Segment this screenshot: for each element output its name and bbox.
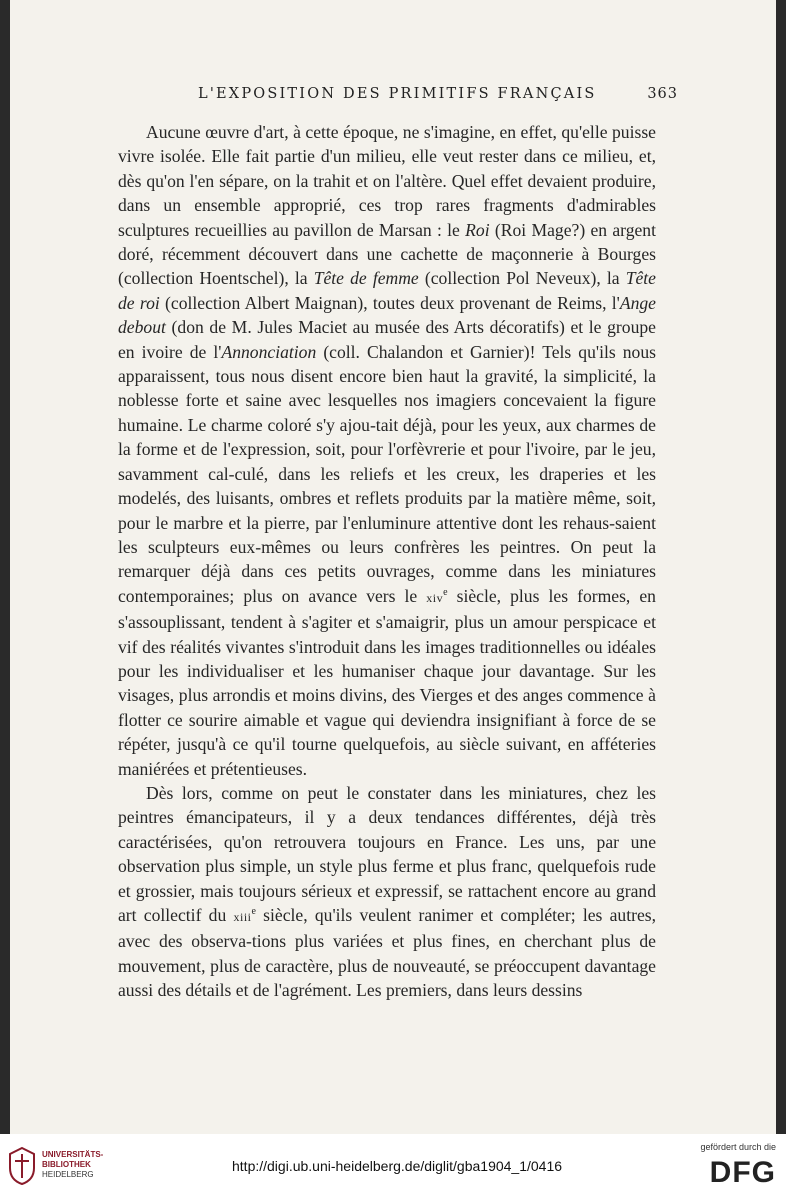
text-run: (coll. Chalandon et Garnier)! Tels qu'ils nous apparaissent, tous nous disent encore bien haut la gravité, la simplicité, la noblesse forte et saine avec lesquelles nos imagiers concevaient la figure humaine. Le charme coloré s'y ajou-tait déjà, pour les yeux, aux charmes de la forme et de l'expression, soit, pour l'orfèvrerie et pour l'ivoire, par le jeu, savamment cal-culé, dans les reliefs et les creux, les draperies et les modelés, des luisants, ombres et reflets produits par la matière même, soit, pour le marbre et la pierre, par l'enluminure attentive dont les rehaus-saient les sculpteurs eux-mêmes ou leurs confrères les peintres. On peut la remarquer déjà dans ces petits ouvrages, comme dans les miniatures contemporaines; plus on avance vers le (118, 341, 656, 606)
superscript: e (443, 586, 448, 598)
text-run: (collection Pol Neveux), la (418, 268, 626, 289)
funder-caption: gefördert durch die (700, 1142, 776, 1152)
dfg-logo[interactable]: DFG (709, 1156, 776, 1189)
scan-edge-right (776, 0, 786, 1134)
library-name-line: HEIDELBERG (42, 1170, 94, 1179)
permalink-url[interactable]: http://digi.ub.uni-heidelberg.de/diglit/gba1904_1/0416 (232, 1158, 563, 1174)
italic-title: Ange debout (118, 292, 656, 338)
text-run: (don de M. Jules Maciet au musée des Arts décoratifs) et le groupe en ivoire de l' (118, 317, 656, 362)
scan-edge-left (0, 0, 10, 1134)
library-name-line: BIBLIOTHEK (42, 1160, 91, 1169)
italic-title: Tête de femme (313, 268, 419, 289)
century-numeral: xiii (233, 910, 252, 924)
century-numeral: xiv (426, 590, 444, 605)
italic-title: Annonciation (221, 341, 317, 362)
text-run: Aucune œuvre d'art, à cette époque, ne s'imagine, en effet, qu'elle puisse vivre isolée. Elle fait partie d'un milieu, elle veut rester dans ce milieu, et, dès qu'on l'en sépare, on la trahit et on l'altère. Quel effet devaient produire, dans un ensemble approprié, ces trop rares fragments d'admirables sculptures recueillies au pavillon de Marsan : le (118, 122, 656, 240)
paragraph-2 (118, 781, 656, 1003)
page-number: 363 (647, 86, 678, 102)
italic-title: Tête de roi (118, 268, 656, 313)
text-run: (collection Albert Maignan), toutes deux provenant de Reims, l' (159, 292, 620, 313)
text-run: siècle, qu'ils veulent ranimer et compléter; les autres, avec des observa-tions plus variées et plus fines, en cherchant plus de mouvement, plus de caractère, plus de nouveauté, se préoccupent davantage aussi des détails et de l'agrément. Les premiers, dans leurs dessins (118, 905, 657, 1001)
library-name-line: UNIVERSITÄTS- (42, 1150, 104, 1159)
body-text (118, 120, 656, 1003)
library-name[interactable] (42, 1150, 103, 1180)
paragraph-1 (118, 120, 656, 781)
university-seal-icon (8, 1146, 36, 1186)
text-run: siècle, plus les formes, en s'assouplissant, tendent à s'agiter et s'amaigrir, plus un amour perspicace et vif des réalités vivantes s'introduit dans les images traditionnelles ou idéales pour les individualiser et les humaniser chaque jour davantage. Sur les visages, plus arrondis et moins divins, des Vierges et des anges commence à flotter ce sourire aimable et vague qui deviendra insignifiant à force de se répéter, jusqu'à ce qu'il tourne quelquefois, au siècle suivant, en afféteries maniérées et prétentieuses. (118, 585, 656, 779)
text-run: (Roi Mage?) en argent doré, récemment découvert dans une cachette de maçonnerie à Bourges (collection Hoentschel), la (118, 219, 656, 289)
running-title: L'EXPOSITION DES PRIMITIFS FRANÇAIS (198, 86, 597, 102)
superscript: e (251, 906, 256, 918)
footer-bar (0, 1134, 786, 1198)
italic-title: Roi (465, 219, 490, 240)
text-run: Dès lors, comme on peut le constater dans les miniatures, chez les peintres émancipateurs, il y a deux tendances différentes, déjà très caractérisées, qu'on retrouvera toujours en France. Les uns, par une observation plus simple, un style plus ferme et plus franc, quelquefois rude et grossier, mais toujours sérieux et expressif, se rattachent encore au grand art collectif du (118, 782, 656, 925)
